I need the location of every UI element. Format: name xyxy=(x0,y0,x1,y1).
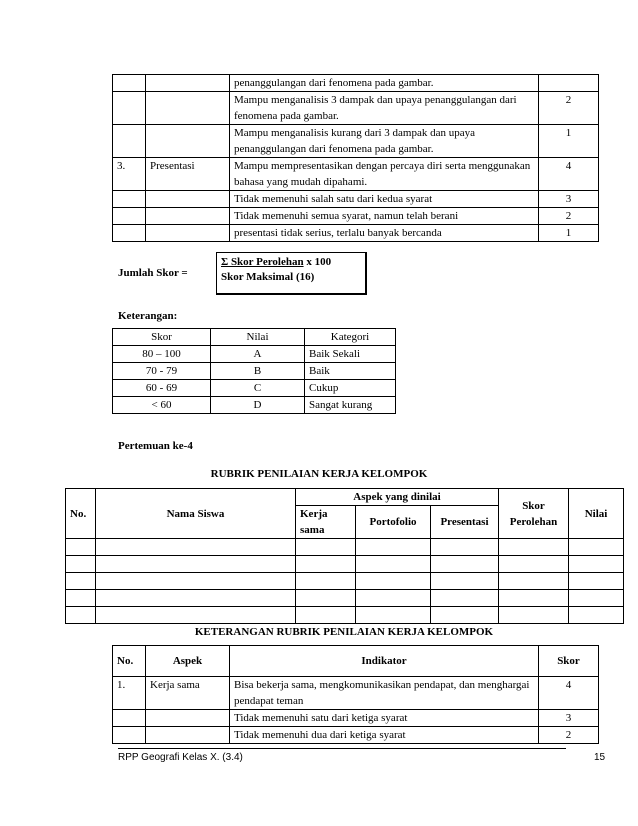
keterangan-title: Keterangan: xyxy=(118,310,178,322)
table-row xyxy=(113,191,599,208)
table-row xyxy=(66,539,624,556)
header-nama-siswa: Nama Siswa xyxy=(96,489,296,539)
no-cell: 3. xyxy=(113,158,146,191)
table-row: Tidak memenuhi satu dari ketiga syarat 3 xyxy=(113,710,599,727)
table-row xyxy=(113,158,599,191)
table-row: 70 - 79 B Baik xyxy=(113,363,396,380)
indikator-cell: Tidak memenuhi semua syarat, namun telah berani xyxy=(230,208,539,225)
table-row xyxy=(66,590,624,607)
header-aspek: Aspek yang dinilai xyxy=(296,489,499,506)
header-portofolio: Portofolio xyxy=(356,506,431,539)
table-row: Tidak memenuhi dua dari ketiga syarat 2 xyxy=(113,727,599,744)
skor-cell xyxy=(539,75,599,92)
skor-cell: 4 xyxy=(539,158,599,191)
section-heading: Pertemuan ke-4 xyxy=(118,440,193,452)
indikator-cell: Mampu menganalisis 3 dampak dan upaya penanggulangan dari fenomena pada gambar. xyxy=(230,92,539,125)
jumlah-skor-label: Jumlah Skor = xyxy=(118,267,188,279)
table-row: 1. Kerja sama Bisa bekerja sama, mengkomunikasikan pendapat, dan menghargai pendapat teman 4 xyxy=(113,677,599,710)
skor-cell: 2 xyxy=(539,208,599,225)
score-formula-box xyxy=(216,252,367,295)
table-row: 80 – 100 A Baik Sekali xyxy=(113,346,396,363)
page-number: 15 xyxy=(594,752,606,763)
header-skor-perolehan: Skor Perolehan xyxy=(499,489,569,539)
aspek-cell: Presentasi xyxy=(146,158,230,191)
table-header-row: No. Aspek Indikator Skor xyxy=(113,646,599,677)
header-presentasi: Presentasi xyxy=(431,506,499,539)
rubric-legend-table xyxy=(112,645,599,744)
rubric-title: RUBRIK PENILAIAN KERJA KELOMPOK xyxy=(210,468,428,480)
indikator-cell: presentasi tidak serius, terlalu banyak bercanda xyxy=(230,225,539,242)
footer-text: RPP Geografi Kelas X. (3.4) xyxy=(118,752,243,763)
indikator-cell: penanggulangan dari fenomena pada gambar. xyxy=(230,75,539,92)
indikator-cell: Mampu mempresentasikan dengan percaya diri serta menggunakan bahasa yang mudah dipahami. xyxy=(230,158,539,191)
rubric-legend-title: KETERANGAN RUBRIK PENILAIAN KERJA KELOMPOK xyxy=(194,626,494,638)
group-work-rubric-table xyxy=(65,488,624,624)
formula-denominator: Skor Maksimal (16) xyxy=(221,271,315,283)
grading-table xyxy=(112,328,396,414)
table-row: < 60 D Sangat kurang xyxy=(113,397,396,414)
header-nilai: Nilai xyxy=(569,489,624,539)
table-row xyxy=(113,225,599,242)
rubric-table-continued xyxy=(112,74,599,242)
indikator-cell: Mampu menganalisis kurang dari 3 dampak dan upaya penanggulangan dari fenomena pada gambar. xyxy=(230,125,539,158)
table-header-row: Skor Nilai Kategori xyxy=(113,329,396,346)
skor-cell: 1 xyxy=(539,225,599,242)
indikator-cell: Tidak memenuhi salah satu dari kedua syarat xyxy=(230,191,539,208)
table-row xyxy=(66,573,624,590)
formula-numerator: Σ Skor Perolehan xyxy=(221,256,304,268)
skor-cell: 3 xyxy=(539,191,599,208)
header-no: No. xyxy=(66,489,96,539)
table-row xyxy=(66,607,624,624)
footer-divider xyxy=(118,748,566,749)
skor-cell: 1 xyxy=(539,125,599,158)
skor-cell: 2 xyxy=(539,92,599,125)
table-row xyxy=(113,208,599,225)
header-kerja-sama: Kerja sama xyxy=(296,506,356,539)
table-row: 60 - 69 C Cukup xyxy=(113,380,396,397)
table-row xyxy=(113,75,599,92)
formula-multiplier: x 100 xyxy=(306,256,332,268)
table-row xyxy=(113,92,599,125)
table-row xyxy=(113,125,599,158)
table-row xyxy=(66,556,624,573)
